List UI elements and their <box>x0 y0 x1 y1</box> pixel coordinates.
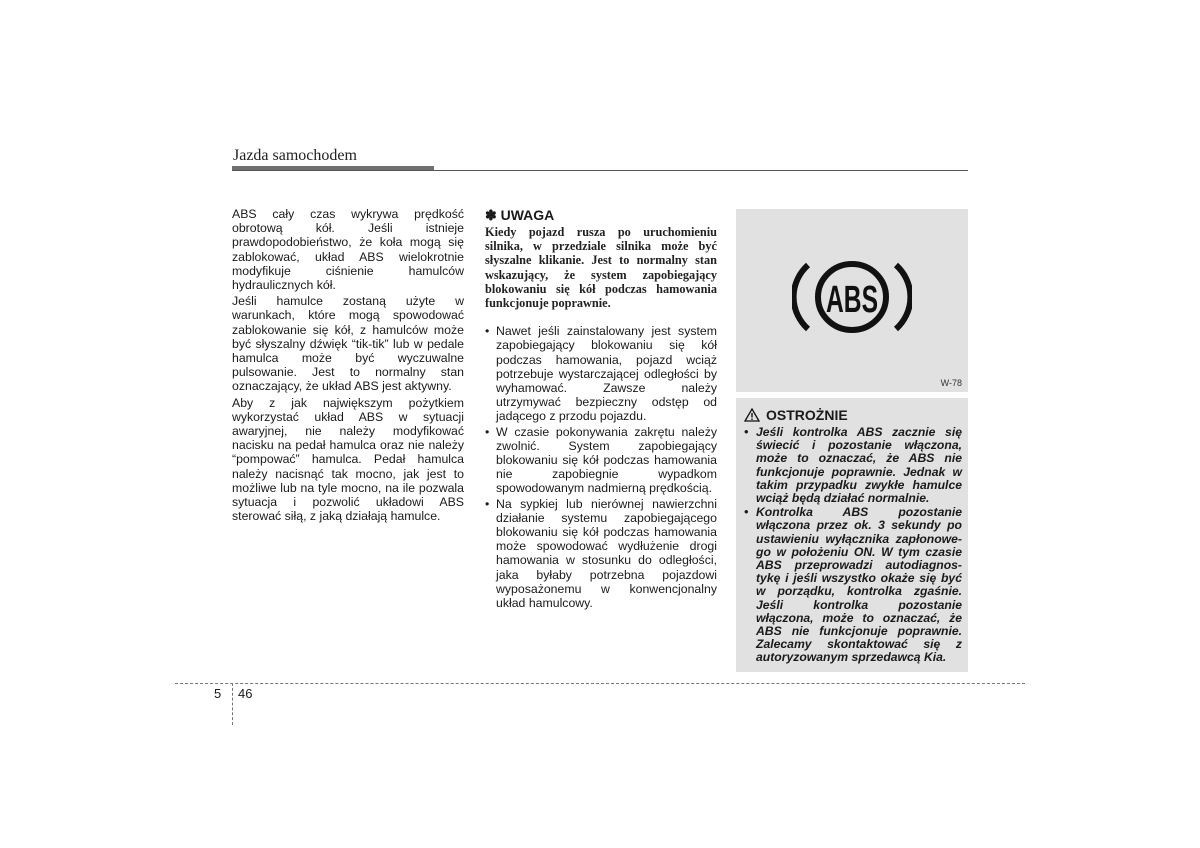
note-title: ✽ UWAGA <box>485 207 555 223</box>
footer-rule <box>175 683 1025 684</box>
list-item: • Nawet jeśli zainstalowany jest system zapobiegający blokowaniu się kół podczas hamowania, pojazd wciąż potrzebuje wystarczającej odległości by wyhamować. Zawsze należy utrzymywać bezpieczny odstęp od jadącego z przodu pojazdu. <box>485 324 717 423</box>
footer-divider <box>232 683 233 725</box>
abs-symbol-text: ABS <box>826 279 878 321</box>
section-number: 5 <box>214 686 222 701</box>
caution-heading <box>744 407 848 423</box>
caution-box <box>736 398 968 672</box>
paragraph: Jeśli hamulce zostaną użyte w warunkach, które mogą spowodować zablokowanie się kół, z hamulców może być słyszalny dźwięk “tik-tik” lub w pedale hamulca może być wyczuwalne pulsowanie. Jest to normalny stan oznaczający, że układ ABS jest aktywny. <box>232 294 464 394</box>
abs-warning-icon <box>792 249 912 345</box>
paragraph: ABS cały czas wykrywa prędkość obrotową kół. Jeśli istnieje prawdopodobieństwo, że koła mogą się zablokować, układ ABS wielokrotnie modyfikuje ciśnienie hamulców hydraulicznych kół. <box>232 207 464 293</box>
column-middle <box>485 207 717 611</box>
warning-triangle-icon <box>744 408 760 422</box>
figure-code: W-78 <box>940 378 962 388</box>
list-item: • Jeśli kontrolka ABS zacznie się świecić i pozostanie włączona, może to oznaczać, że ABS nie funkcjonuje poprawnie. Jednak w takim przypadku zwykłe hamulce wciąż będą działać normalnie. <box>744 426 962 505</box>
paragraph: Aby z jak największym pożytkiem wykorzystać układ ABS w sytuacji awaryjnej, nie należy modyfikować nacisku na pedał hamulca oraz nie należy “pompować” hamulca. Pedał hamulca należy nacisnąć tak mocno, jak jest to możliwe lub na tyle mocno, na ile pozwala sytuacja i pozwolić układowi ABS sterować siłą, z jaką działają hamulce. <box>232 395 464 524</box>
list-item: • Na sypkiej lub nierównej nawierzchni działanie systemu zapobiegającego blokowaniu się kół podczas hamowania może spowodować wydłużenie drogi hamowania w stosunku do odległości, jaka byłaby potrzebna pojazdowi wyposażonemu w konwencjonalny układ hamulcowy. <box>485 497 717 611</box>
note-text: Kiedy pojazd rusza po uruchomieniu silnika, w przedziale silnika może być słyszalne klikanie. Jest to normalny stan wskazujący, że system zapobiegający blokowaniu się kół podczas hamowania funkcjonuje poprawnie. <box>485 225 717 311</box>
list-item: • Kontrolka ABS pozostanie włączona przez ok. 3 sekundy po ustawieniu wyłącznika zapłonowe- go w położeniu ON. W tym czasie ABS przeprowadzi autodiagnos- tykę i jeśli wszystko okaże się być w porządku, kontrolka zgaśnie. Jeśli kontrolka pozostanie włączona, może to oznaczać, że ABS nie funkcjonuje poprawnie. Zalecamy skontaktować się z autoryzowanym sprzedawcą Kia. <box>744 506 962 664</box>
page-header-title: Jazda samochodem <box>233 147 357 164</box>
caution-list <box>744 426 962 666</box>
list-item: • W czasie pokonywania zakrętu należy zwolnić. System zapobiegający blokowaniu się kół podczas hamowania nie zapobiegnie wypadkom spowodowanym nadmierną prędkością. <box>485 425 717 496</box>
column-left <box>232 207 464 525</box>
abs-figure <box>736 209 968 392</box>
header-rule <box>232 170 968 171</box>
page-number: 46 <box>238 686 253 701</box>
caution-title: OSTROŻNIE <box>766 407 848 423</box>
bullet-list <box>485 324 717 610</box>
